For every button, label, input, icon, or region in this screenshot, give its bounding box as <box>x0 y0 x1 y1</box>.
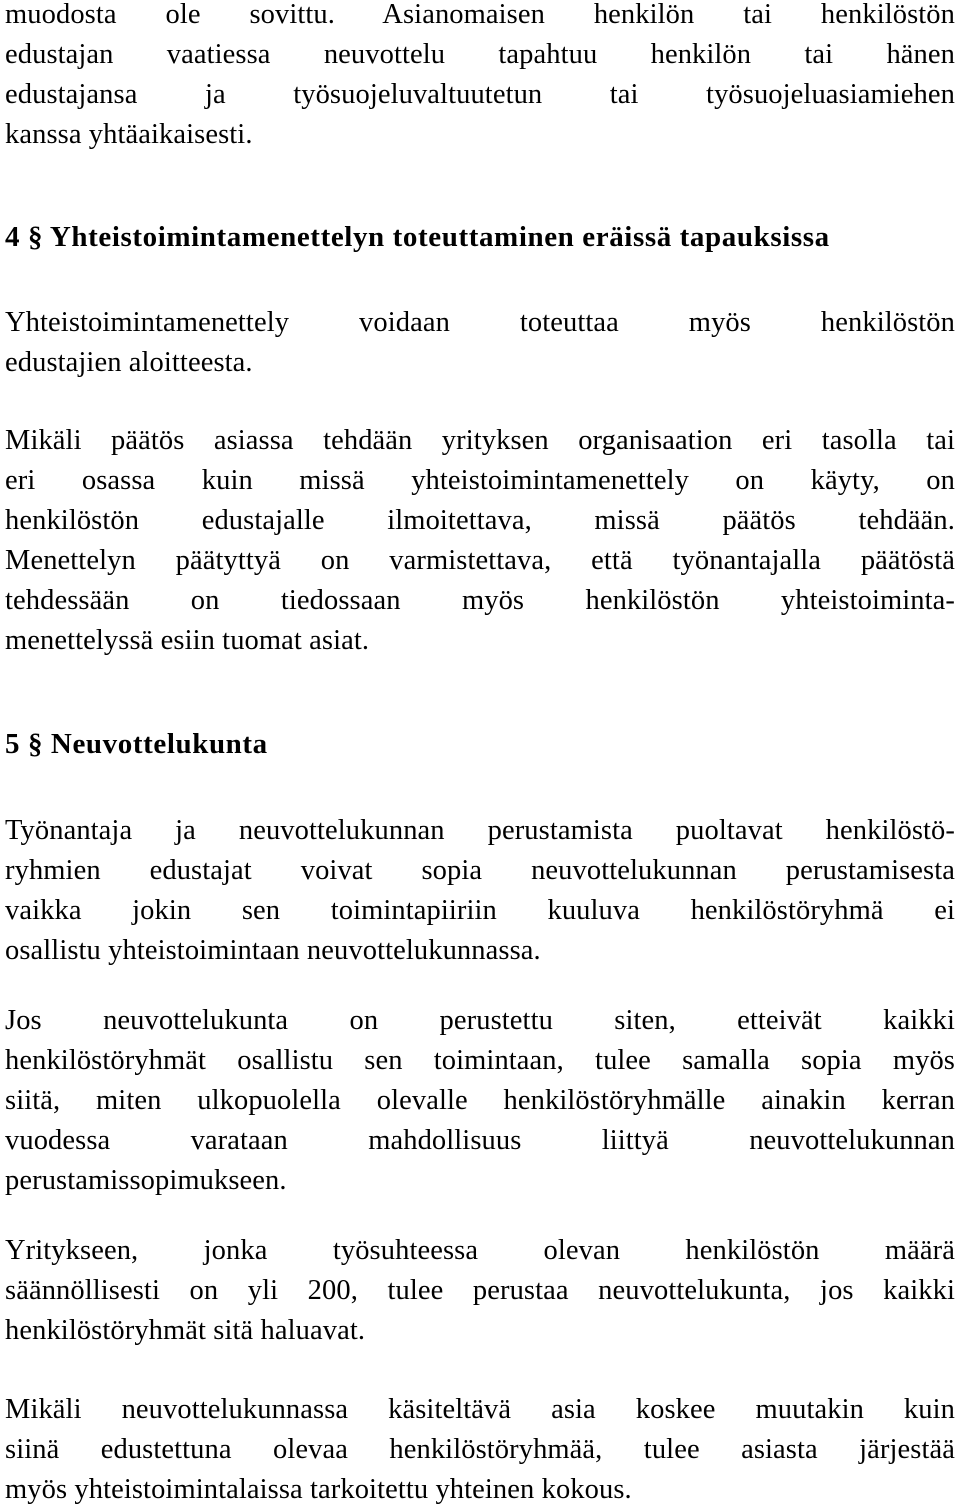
text-line: Työnantaja ja neuvottelukunnan perustamista puoltavat henkilöstö- <box>5 815 955 846</box>
text-line: säännöllisesti on yli 200, tulee perustaa neuvottelukunta, jos kaikki <box>5 1275 955 1306</box>
text-line: ryhmien edustajat voivat sopia neuvottelukunnan perustamisesta <box>5 855 955 886</box>
text-line: Yritykseen, jonka työsuhteessa olevan henkilöstön määrä <box>5 1235 955 1266</box>
text-line: Mikäli neuvottelukunnassa käsiteltävä asia koskee muutakin kuin <box>5 1394 955 1425</box>
text-line: kanssa yhtäaikaisesti. <box>5 119 253 150</box>
text-line: vaikka jokin sen toimintapiiriin kuuluva henkilöstöryhmä ei <box>5 895 955 926</box>
text-line: henkilöstön edustajalle ilmoitettava, missä päätös tehdään. <box>5 505 955 536</box>
text-line: Jos neuvottelukunta on perustettu siten, etteivät kaikki <box>5 1005 955 1036</box>
text-line: Yhteistoimintamenettely voidaan toteuttaa myös henkilöstön <box>5 307 955 338</box>
text-line: myös yhteistoimintalaissa tarkoitettu yhteinen kokous. <box>5 1474 632 1505</box>
text-line: siitä, miten ulkopuolella olevalle henkilöstöryhmälle ainakin kerran <box>5 1085 955 1116</box>
text-line: henkilöstöryhmät sitä haluavat. <box>5 1315 366 1346</box>
section-heading-5: 5 § Neuvottelukunta <box>5 728 268 760</box>
text-line: perustamissopimukseen. <box>5 1165 287 1196</box>
text-line: osallistu yhteistoimintaan neuvottelukunnassa. <box>5 935 541 966</box>
text-line: edustajan vaatiessa neuvottelu tapahtuu henkilön tai hänen <box>5 39 955 70</box>
paragraph-joint-meeting <box>5 1390 955 1510</box>
paragraph-mandatory-establishment <box>5 1231 955 1351</box>
text-line: eri osassa kuin missä yhteistoimintamenettely on käyty, on <box>5 465 955 496</box>
paragraph-joining-opportunity <box>5 1001 955 1201</box>
text-line: edustajien aloitteesta. <box>5 347 253 378</box>
text-line: siinä edustettuna olevaa henkilöstöryhmää, tulee asiasta järjestää <box>5 1434 955 1465</box>
text-line: menettelyssä esiin tuomat asiat. <box>5 625 370 656</box>
text-line: tehdessään on tiedossaan myös henkilöstön yhteistoiminta- <box>5 585 955 616</box>
text-line: Mikäli päätös asiassa tehdään yrityksen organisaation eri tasolla tai <box>5 425 955 456</box>
text-line: Menettelyn päätyttyä on varmistettava, että työnantajalla päätöstä <box>5 545 955 576</box>
text-line: edustajansa ja työsuojeluvaltuutetun tai työsuojeluasiamiehen <box>5 79 955 110</box>
text-line: muodosta ole sovittu. Asianomaisen henkilön tai henkilöstön <box>5 0 955 30</box>
text-line: henkilöstöryhmät osallistu sen toimintaan, tulee samalla sopia myös <box>5 1045 955 1076</box>
paragraph-initiative <box>5 303 955 383</box>
text-line: vuodessa varataan mahdollisuus liittyä neuvottelukunnan <box>5 1125 955 1156</box>
paragraph-neuvottelukunta-agreement <box>5 811 955 971</box>
paragraph-decision-level <box>5 421 955 661</box>
paragraph-consultation-timing <box>5 0 955 155</box>
section-heading-4: 4 § Yhteistoimintamenettelyn toteuttaminen eräissä tapauksissa <box>5 221 830 253</box>
